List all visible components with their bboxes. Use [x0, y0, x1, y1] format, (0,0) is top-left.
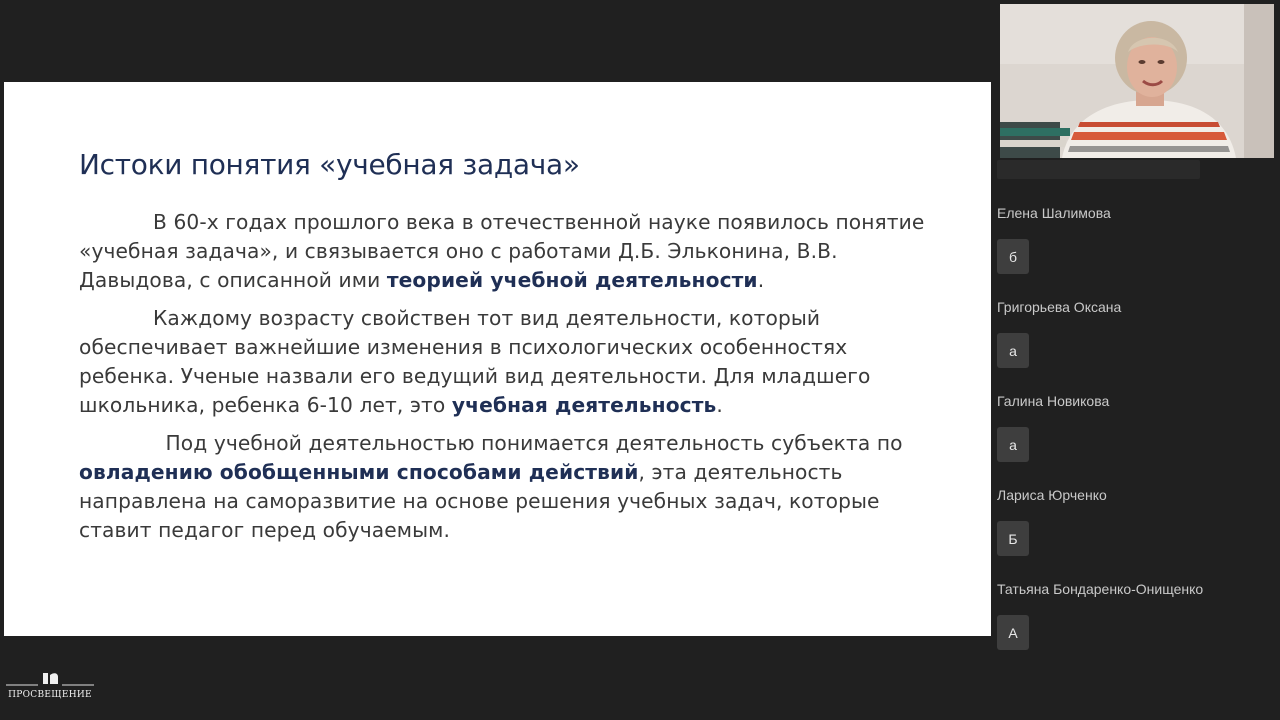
- slide-paragraph-3: Под учебной деятельностью понимается деятельность субъекта по овладению обобщенными способами действий, эта деятельность направлена на саморазвитие на основе решения учебных задач, которые ставит педагог перед обучаемым.: [79, 431, 903, 542]
- webcam-frame: [1000, 4, 1274, 158]
- presenter-webcam-video: [1000, 4, 1274, 158]
- participant-answer-badge: а: [997, 333, 1029, 368]
- participant-name: Галина Новикова: [997, 393, 1110, 409]
- participant-item: [997, 580, 1203, 650]
- participant-name: Лариса Юрченко: [997, 487, 1107, 503]
- slide-title: Истоки понятия «учебная задача»: [79, 148, 580, 181]
- participant-answer-partial: [997, 160, 1200, 179]
- participant-item: [997, 486, 1107, 556]
- participant-name: Татьяна Бондаренко-Онищенко: [997, 581, 1204, 597]
- emphasis-text: учебная деятельность: [451, 393, 717, 417]
- slide-paragraph-1: В 60-х годах прошлого века в отечественной науке появилось понятие «учебная задача», и связывается оно с работами Д.Б. Эльконина, В.В. Давыдова, с описанной ими теорией учебной деятельности.: [79, 210, 925, 292]
- logo-emblem-icon: [4, 671, 96, 689]
- participant-answer-badge: Б: [997, 521, 1029, 556]
- participant-answer-badge: б: [997, 239, 1029, 274]
- participant-answer-badge: А: [997, 615, 1029, 650]
- presentation-slide: [4, 82, 991, 636]
- slide-paragraph-2: Каждому возрасту свойствен тот вид деятельности, который обеспечивает важнейшие изменения в психологических особенностях ребенка. Ученые назвали его ведущий вид деятельности. Для младшего школьника, ребенка 6-10 лет, это учебная деятельность.: [79, 306, 871, 417]
- slide-body: [79, 208, 929, 554]
- prosveshchenie-logo: [4, 671, 96, 705]
- participant-item: [997, 204, 1111, 274]
- participant-name: Елена Шалимова: [997, 205, 1111, 221]
- participant-item: [997, 298, 1121, 368]
- emphasis-text: овладению обобщенными способами действий: [79, 460, 639, 484]
- participant-item: [997, 392, 1109, 462]
- logo-text: ПРОСВЕЩЕНИЕ: [8, 690, 92, 700]
- participant-answer-badge: а: [997, 427, 1029, 462]
- participant-name: Григорьева Оксана: [997, 299, 1122, 315]
- emphasis-text: теорией учебной деятельности: [386, 268, 758, 292]
